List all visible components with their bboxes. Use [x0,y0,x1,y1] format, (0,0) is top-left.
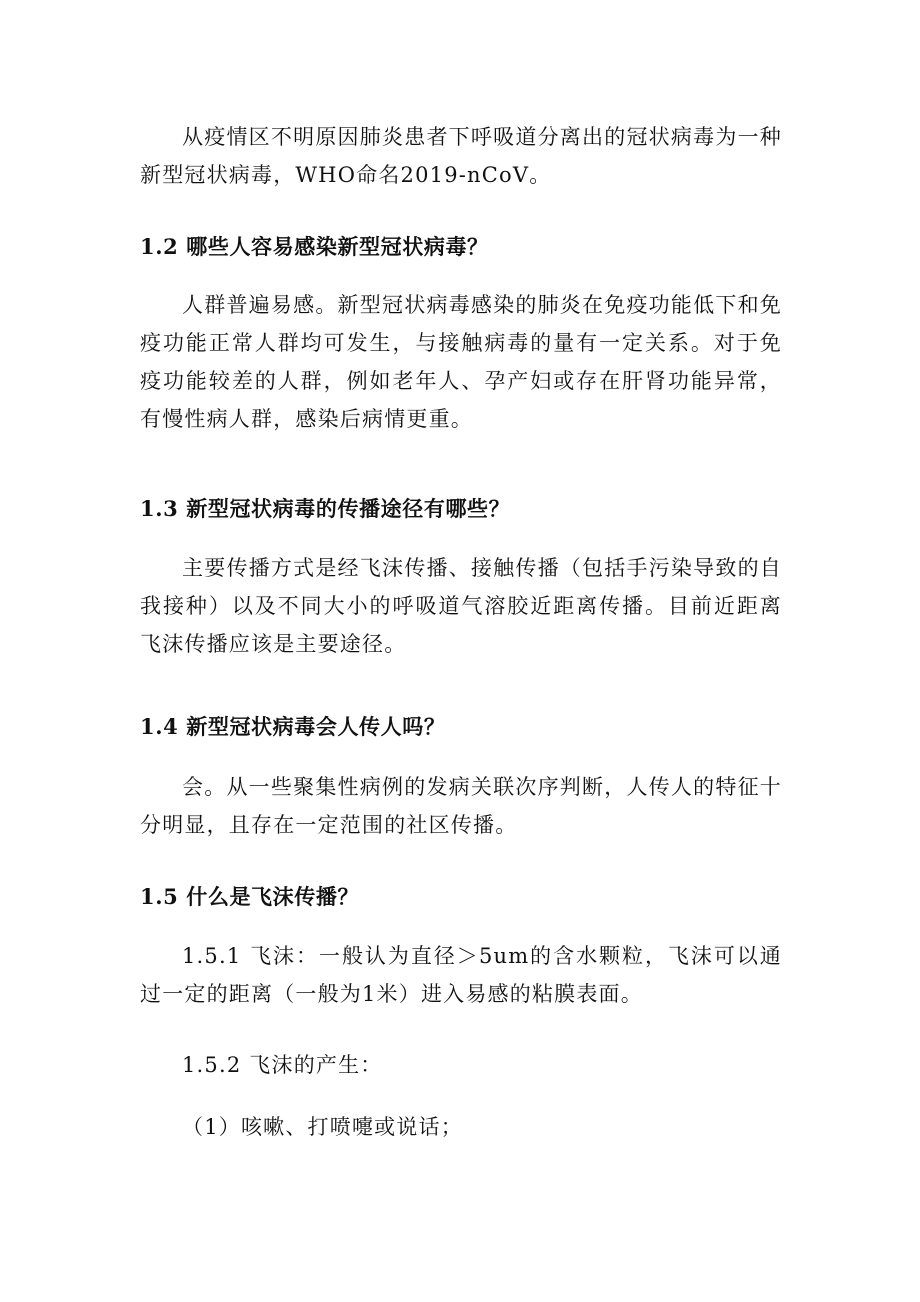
paragraph-droplet-generation: 1.5.2 飞沫的产生： [182,1053,383,1077]
heading-1-5: 1.5 什么是飞沫传播？ [140,884,360,909]
heading-1-3: 1.3 新型冠状病毒的传播途径有哪些？ [140,496,511,521]
paragraph-susceptible-population: 人群普遍易感。新型冠状病毒感染的肺炎在免疫功能低下和免疫功能正常人群均可发生，与接触病毒的量有一定关系。对于免疫功能较差的人群，例如老年人、孕产妇或存在肝肾功能异常，有慢性病人群，感染后病情更重。 [140,293,782,431]
paragraph-transmission-routes: 主要传播方式是经飞沫传播、接触传播（包括手污染导致的自我接种）以及不同大小的呼吸道气溶胶近距离传播。目前近距离飞沫传播应该是主要途径。 [140,556,782,656]
heading-1-2: 1.2 哪些人容易感染新型冠状病毒？ [140,234,489,259]
heading-1-4: 1.4 新型冠状病毒会人传人吗？ [140,714,446,739]
list-item-cough: （1）咳嗽、打喷嚏或说话； [182,1115,463,1139]
paragraph-virus-origin: 从疫情区不明原因肺炎患者下呼吸道分离出的冠状病毒为一种新型冠状病毒，WHO命名2019-nCoV。 [140,125,782,187]
paragraph-droplet-definition: 1.5.1 飞沫：一般认为直径＞5um的含水颗粒，飞沫可以通过一定的距离（一般为1米）进入易感的粘膜表面。 [140,944,782,1006]
paragraph-human-transmission: 会。从一些聚集性病例的发病关联次序判断，人传人的特征十分明显，且存在一定范围的社区传播。 [140,775,782,837]
